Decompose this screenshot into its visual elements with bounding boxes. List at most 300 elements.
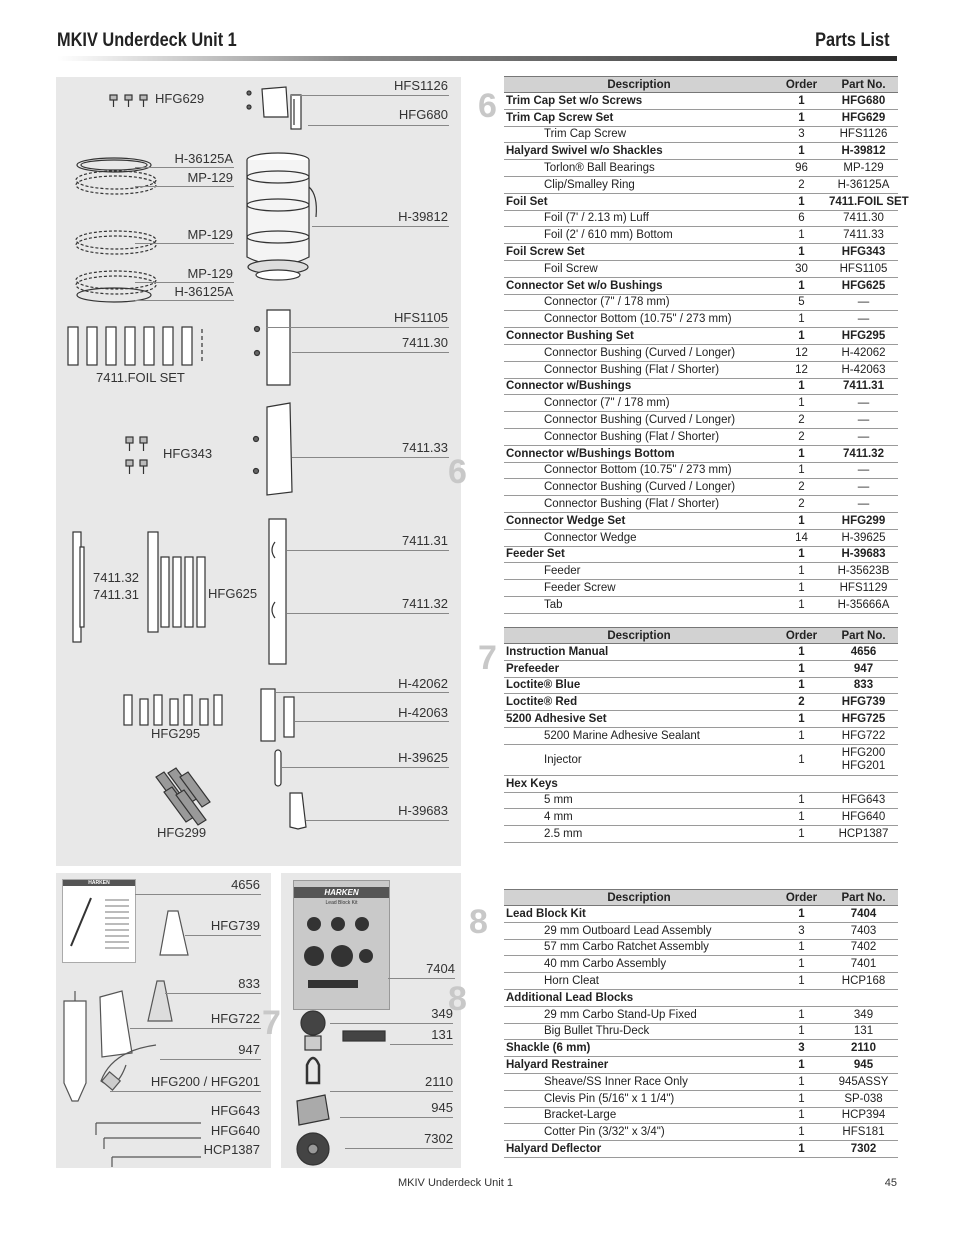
order-cell: 1: [774, 792, 829, 809]
part-no-cell: 4656: [829, 644, 898, 661]
order-cell: 1: [774, 711, 829, 728]
order-cell: 2: [774, 694, 829, 711]
part-no-cell: 7403: [829, 922, 898, 939]
part-no-cell: 7411.31: [829, 378, 898, 395]
leader-line: [295, 721, 449, 722]
description-cell: Injector: [504, 744, 774, 775]
description-cell: Connector Wedge: [504, 529, 774, 546]
order-cell: 1: [774, 244, 829, 261]
halyard-swivel-icon: [247, 153, 316, 280]
table-row: [504, 546, 898, 563]
table-row: [504, 596, 898, 613]
part-no-cell: HFG739: [829, 694, 898, 711]
table-row: [504, 1057, 898, 1074]
page-number: 45: [884, 1177, 897, 1189]
col-order: Order: [774, 628, 829, 644]
table-row: [504, 143, 898, 160]
order-cell: 1: [774, 462, 829, 479]
leader-line: [266, 327, 449, 328]
table-row: [504, 1141, 898, 1158]
leader-line: [135, 167, 234, 168]
thru-deck-block-icon: [343, 1031, 385, 1041]
table-row: [504, 227, 898, 244]
table-row: [504, 160, 898, 177]
order-cell: 1: [774, 563, 829, 580]
description-cell: Foil Screw: [504, 260, 774, 277]
leader-line: [165, 993, 261, 994]
part-no-cell: 131: [829, 1023, 898, 1040]
table-row: [504, 677, 898, 694]
part-no-cell: 7411.33: [829, 227, 898, 244]
leader-line: [290, 95, 449, 96]
leader-line: [282, 767, 449, 768]
kit-brand: HARKEN: [294, 887, 389, 898]
description-cell: Foil (2' / 610 mm) Bottom: [504, 227, 774, 244]
label-h-39683: H-39683: [398, 803, 448, 818]
table-row: [504, 1006, 898, 1023]
description-cell: Halyard Restrainer: [504, 1057, 774, 1074]
label-mp-129-2: MP-129: [187, 227, 233, 242]
label-hfs1126: HFS1126: [394, 78, 448, 93]
kit-title: Lead Block Kit: [325, 900, 358, 906]
label-hfg680: HFG680: [398, 107, 448, 122]
order-cell: 12: [774, 361, 829, 378]
table-row: [504, 496, 898, 513]
part-no-cell: HFG643: [829, 792, 898, 809]
order-cell: 1: [774, 973, 829, 990]
label-hfg299: HFG299: [157, 825, 207, 840]
leader-line: [306, 820, 449, 821]
connector-wedge-icon: [275, 750, 281, 786]
label-hfg625: HFG625: [208, 586, 258, 601]
stand-up-block-icon: [301, 1011, 325, 1050]
label-hfg343: HFG343: [163, 446, 213, 461]
table-row: [504, 378, 898, 395]
callout-8-diagram: 8: [448, 980, 467, 1018]
order-cell: 1: [774, 660, 829, 677]
col-part-no: Part No.: [829, 77, 898, 93]
description-cell: 29 mm Outboard Lead Assembly: [504, 922, 774, 939]
description-cell: Foil Screw Set: [504, 244, 774, 261]
part-no-cell: 2110: [829, 1040, 898, 1057]
part-no-cell: SP-038: [829, 1090, 898, 1107]
part-no-cell: —: [829, 428, 898, 445]
order-cell: 1: [774, 744, 829, 775]
part-no-cell: —: [829, 412, 898, 429]
leader-line: [330, 1023, 453, 1024]
label-hcp1387: HCP1387: [203, 1142, 260, 1157]
description-cell: Instruction Manual: [504, 644, 774, 661]
description-cell: Trim Cap Set w/o Screws: [504, 93, 774, 110]
order-cell: 1: [774, 109, 829, 126]
table-row: [504, 989, 898, 1006]
order-cell: 2: [774, 412, 829, 429]
description-cell: 40 mm Carbo Assembly: [504, 956, 774, 973]
order-cell: 1: [774, 644, 829, 661]
part-no-cell: H-35623B: [829, 563, 898, 580]
order-cell: 2: [774, 176, 829, 193]
foil-screw-icon: [126, 460, 133, 474]
order-cell: 3: [774, 922, 829, 939]
part-no-cell: 7411.32: [829, 445, 898, 462]
table-row: [504, 660, 898, 677]
foil-luff-icon: [255, 310, 291, 385]
order-cell: 1: [774, 596, 829, 613]
description-cell: Feeder Set: [504, 546, 774, 563]
label-2110: 2110: [425, 1074, 453, 1089]
table-row: [504, 445, 898, 462]
order-cell: 1: [774, 1006, 829, 1023]
part-no-cell: HCP394: [829, 1107, 898, 1124]
part-no-cell: HFG640: [829, 809, 898, 826]
col-order: Order: [774, 77, 829, 93]
description-cell: 57 mm Carbo Ratchet Assembly: [504, 939, 774, 956]
description-cell: Cotter Pin (3/32" x 3/4"): [504, 1124, 774, 1141]
table-row: [504, 277, 898, 294]
leader-line: [185, 935, 261, 936]
description-cell: 5 mm: [504, 792, 774, 809]
feeder-icon: [290, 793, 306, 829]
table-row: [504, 93, 898, 110]
table-row: [504, 512, 898, 529]
callout-7: 7: [478, 639, 497, 677]
label-hfg643: HFG643: [210, 1103, 260, 1118]
order-cell: 1: [774, 277, 829, 294]
label-4656: 4656: [231, 877, 260, 892]
part-no-cell: 947: [829, 660, 898, 677]
table-row: [504, 428, 898, 445]
hex-key-2.5mm-icon: [112, 1157, 201, 1167]
label-349: 349: [431, 1006, 453, 1021]
part-no-cell: [829, 989, 898, 1006]
order-cell: 30: [774, 260, 829, 277]
order-cell: 1: [774, 1141, 829, 1158]
order-cell: 1: [774, 580, 829, 597]
trim-cap-screw-icon: [140, 95, 147, 107]
label-7411-32-left: 7411.32: [93, 570, 140, 585]
leader-line: [135, 300, 234, 301]
manual-brand: HARKEN: [63, 880, 135, 886]
label-h-42063: H-42063: [398, 705, 448, 720]
loctite-red-icon: [160, 911, 188, 955]
label-945: 945: [431, 1100, 453, 1115]
label-hfg629: HFG629: [155, 91, 205, 106]
description-cell: Connector Wedge Set: [504, 512, 774, 529]
table-row: [504, 294, 898, 311]
order-cell: 96: [774, 160, 829, 177]
part-no-cell: MP-129: [829, 160, 898, 177]
description-cell: Trim Cap Screw: [504, 126, 774, 143]
order-cell: 1: [774, 1124, 829, 1141]
table-row: [504, 344, 898, 361]
table-row: [504, 462, 898, 479]
table-row: [504, 1040, 898, 1057]
description-cell: Halyard Swivel w/o Shackles: [504, 143, 774, 160]
description-cell: 2.5 mm: [504, 826, 774, 843]
leader-line: [276, 692, 449, 693]
part-no-cell: H-42062: [829, 344, 898, 361]
part-no-cell: H-42063: [829, 361, 898, 378]
footer-title: MKIV Underdeck Unit 1: [398, 1177, 513, 1189]
description-cell: Prefeeder: [504, 660, 774, 677]
part-no-cell: —: [829, 496, 898, 513]
header-rule: [57, 56, 897, 61]
section-title: Parts List: [815, 30, 890, 51]
table-row: [504, 479, 898, 496]
connector-bushing-flat-icon: [284, 697, 294, 737]
description-cell: Connector Bushing (Curved / Longer): [504, 344, 774, 361]
part-no-cell: —: [829, 395, 898, 412]
parts-table-6: [504, 76, 909, 614]
part-no-cell: HFG722: [829, 727, 898, 744]
order-cell: 2: [774, 496, 829, 513]
order-cell: 2: [774, 428, 829, 445]
leader-line: [135, 282, 234, 283]
part-no-cell: HCP1387: [829, 826, 898, 843]
description-cell: Sheave/SS Inner Race Only: [504, 1073, 774, 1090]
description-cell: Hex Keys: [504, 775, 774, 792]
col-part-no: Part No.: [829, 628, 898, 644]
leader-line: [390, 1044, 453, 1045]
order-cell: 12: [774, 344, 829, 361]
order-cell: 1: [774, 1023, 829, 1040]
description-cell: Shackle (6 mm): [504, 1040, 774, 1057]
table-row: [504, 563, 898, 580]
label-mp-129-3: MP-129: [187, 266, 233, 281]
table-row: [504, 727, 898, 744]
callout-6: 6: [478, 87, 497, 125]
description-cell: Foil (7' / 2.13 m) Luff: [504, 210, 774, 227]
description-cell: Bracket-Large: [504, 1107, 774, 1124]
table-row: [504, 906, 898, 923]
table-row: [504, 809, 898, 826]
order-cell: 1: [774, 826, 829, 843]
table-row: [504, 260, 898, 277]
part-no-cell: HFG725: [829, 711, 898, 728]
table-row: [504, 580, 898, 597]
page-title: MKIV Underdeck Unit 1: [57, 30, 237, 51]
label-131: 131: [431, 1027, 453, 1042]
foil-screw-icon: [140, 460, 147, 474]
order-cell: 6: [774, 210, 829, 227]
part-no-cell: HFS1105: [829, 260, 898, 277]
order-cell: 1: [774, 809, 829, 826]
label-7411-32: 7411.32: [401, 596, 448, 611]
col-order: Order: [774, 890, 829, 906]
hex-key-4mm-icon: [104, 1138, 201, 1149]
parts-table-8: [504, 889, 898, 1158]
part-no-cell: HFG343: [829, 244, 898, 261]
table-row: [504, 973, 898, 990]
connector-bottom-icon: [73, 532, 84, 642]
description-cell: Horn Cleat: [504, 973, 774, 990]
part-no-cell: HFS1126: [829, 126, 898, 143]
connector-bushing-curved-icon: [261, 689, 275, 741]
description-cell: Connector (7" / 178 mm): [504, 395, 774, 412]
shackle-icon: [307, 1058, 319, 1083]
leader-line: [388, 978, 455, 979]
foil-screw-icon: [140, 437, 147, 451]
foil-screw-icon: [126, 437, 133, 451]
col-description: Description: [504, 890, 774, 906]
part-no-cell: HFG625: [829, 277, 898, 294]
part-no-cell: H-35666A: [829, 596, 898, 613]
label-7404: 7404: [426, 961, 455, 976]
order-cell: 3: [774, 1040, 829, 1057]
table-row: [504, 711, 898, 728]
part-no-cell: 7411.30: [829, 210, 898, 227]
description-cell: Additional Lead Blocks: [504, 989, 774, 1006]
order-cell: 1: [774, 93, 829, 110]
part-no-cell: 7404: [829, 906, 898, 923]
leader-line: [308, 125, 449, 126]
description-cell: Clip/Smalley Ring: [504, 176, 774, 193]
label-7411-30: 7411.30: [401, 335, 448, 350]
part-no-cell: —: [829, 462, 898, 479]
part-no-cell: —: [829, 479, 898, 496]
table-row: [504, 644, 898, 661]
part-no-cell: 349: [829, 1006, 898, 1023]
part-no-cell: 7401: [829, 956, 898, 973]
table-row: [504, 744, 898, 775]
ball-bearings-icon: [76, 171, 156, 194]
connector-icon: [269, 519, 286, 664]
callout-8: 8: [469, 903, 488, 941]
order-cell: 1: [774, 328, 829, 345]
order-cell: 1: [774, 546, 829, 563]
table-row: [504, 328, 898, 345]
table-row: [504, 529, 898, 546]
description-cell: Lead Block Kit: [504, 906, 774, 923]
part-no-cell: HCP168: [829, 973, 898, 990]
table-row: [504, 1107, 898, 1124]
order-cell: 1: [774, 395, 829, 412]
part-no-cell: HFG680: [829, 93, 898, 110]
connector-bushing-set-icon: [124, 695, 222, 725]
part-no-cell: HFG299: [829, 512, 898, 529]
description-cell: Connector (7" / 178 mm): [504, 294, 774, 311]
label-h-39625: H-39625: [398, 750, 448, 765]
description-cell: Torlon® Ball Bearings: [504, 160, 774, 177]
leader-line: [130, 1028, 261, 1029]
description-cell: 5200 Marine Adhesive Sealant: [504, 727, 774, 744]
label-hfs1105: HFS1105: [394, 310, 448, 325]
table-row: [504, 775, 898, 792]
foil-bottom-icon: [254, 403, 293, 495]
part-no-cell: HFG629: [829, 109, 898, 126]
description-cell: Connector Bushing Set: [504, 328, 774, 345]
order-cell: 2: [774, 479, 829, 496]
label-h-42062: H-42062: [398, 676, 448, 691]
order-cell: 1: [774, 1107, 829, 1124]
description-cell: Connector Bushing (Curved / Longer): [504, 412, 774, 429]
description-cell: Clevis Pin (5/16" x 1 1/4"): [504, 1090, 774, 1107]
label-7411-foil-set: 7411.FOIL SET: [96, 370, 185, 385]
part-no-cell: 833: [829, 677, 898, 694]
order-cell: 1: [774, 227, 829, 244]
label-hfg640: HFG640: [210, 1123, 260, 1138]
order-cell: 1: [774, 143, 829, 160]
label-hfg739: HFG739: [210, 918, 260, 933]
part-no-cell: 7402: [829, 939, 898, 956]
part-no-cell: 7302: [829, 1141, 898, 1158]
order-cell: 1: [774, 956, 829, 973]
leader-line: [287, 613, 449, 614]
description-cell: Foil Set: [504, 193, 774, 210]
description-cell: Feeder Screw: [504, 580, 774, 597]
order-cell: 1: [774, 378, 829, 395]
order-cell: [774, 989, 829, 1006]
adhesive-tube-icon: [100, 991, 132, 1057]
description-cell: Connector Bushing (Curved / Longer): [504, 479, 774, 496]
trim-cap-screw-icon: [125, 95, 132, 107]
part-no-cell: HFS181: [829, 1124, 898, 1141]
description-cell: 4 mm: [504, 809, 774, 826]
table-row: [504, 1090, 898, 1107]
order-cell: 1: [774, 193, 829, 210]
table-row: [504, 244, 898, 261]
description-cell: Tab: [504, 596, 774, 613]
injector-icon: [64, 991, 86, 1101]
table-row: [504, 694, 898, 711]
table-row: [504, 939, 898, 956]
description-cell: Loctite® Blue: [504, 677, 774, 694]
exploded-diagram-art: [56, 77, 461, 866]
col-part-no: Part No.: [829, 890, 898, 906]
order-cell: 1: [774, 445, 829, 462]
connector-wedge-set-icon: [156, 768, 210, 825]
label-mp-129-1: MP-129: [187, 170, 233, 185]
part-no-cell: HFS1129: [829, 580, 898, 597]
part-no-line: HFG200: [841, 746, 886, 759]
order-cell: 3: [774, 126, 829, 143]
part-no-cell: [829, 744, 898, 775]
label-7411-33: 7411.33: [401, 440, 448, 455]
leader-line: [340, 1117, 453, 1118]
leader-line: [135, 894, 261, 895]
part-no-line: HFG201: [841, 759, 886, 772]
order-cell: 1: [774, 906, 829, 923]
smalley-ring-icon: [77, 158, 151, 172]
callout-7-diagram: 7: [262, 1004, 281, 1042]
label-hfg200-hfg201: HFG200 / HFG201: [150, 1074, 260, 1089]
leader-line: [312, 226, 449, 227]
table-row: [504, 1023, 898, 1040]
table-row: [504, 176, 898, 193]
description-cell: Halyard Deflector: [504, 1141, 774, 1158]
order-cell: 1: [774, 939, 829, 956]
part-no-cell: 945: [829, 1057, 898, 1074]
label-hfg722: HFG722: [210, 1011, 260, 1026]
foil-set-icon: [68, 327, 202, 365]
table-row: [504, 1073, 898, 1090]
description-cell: Connector w/Bushings Bottom: [504, 445, 774, 462]
description-cell: Connector Bushing (Flat / Shorter): [504, 428, 774, 445]
table-row: [504, 826, 898, 843]
order-cell: 5: [774, 294, 829, 311]
description-cell: Connector Bottom (10.75" / 273 mm): [504, 311, 774, 328]
col-description: Description: [504, 628, 774, 644]
table-row: [504, 1124, 898, 1141]
leader-line: [330, 1091, 453, 1092]
part-no-cell: [829, 775, 898, 792]
label-833: 833: [238, 976, 260, 991]
description-cell: Connector Bushing (Flat / Shorter): [504, 361, 774, 378]
leader-line: [110, 1091, 261, 1092]
order-cell: 14: [774, 529, 829, 546]
part-no-cell: —: [829, 311, 898, 328]
label-h-39812: H-39812: [398, 209, 448, 224]
